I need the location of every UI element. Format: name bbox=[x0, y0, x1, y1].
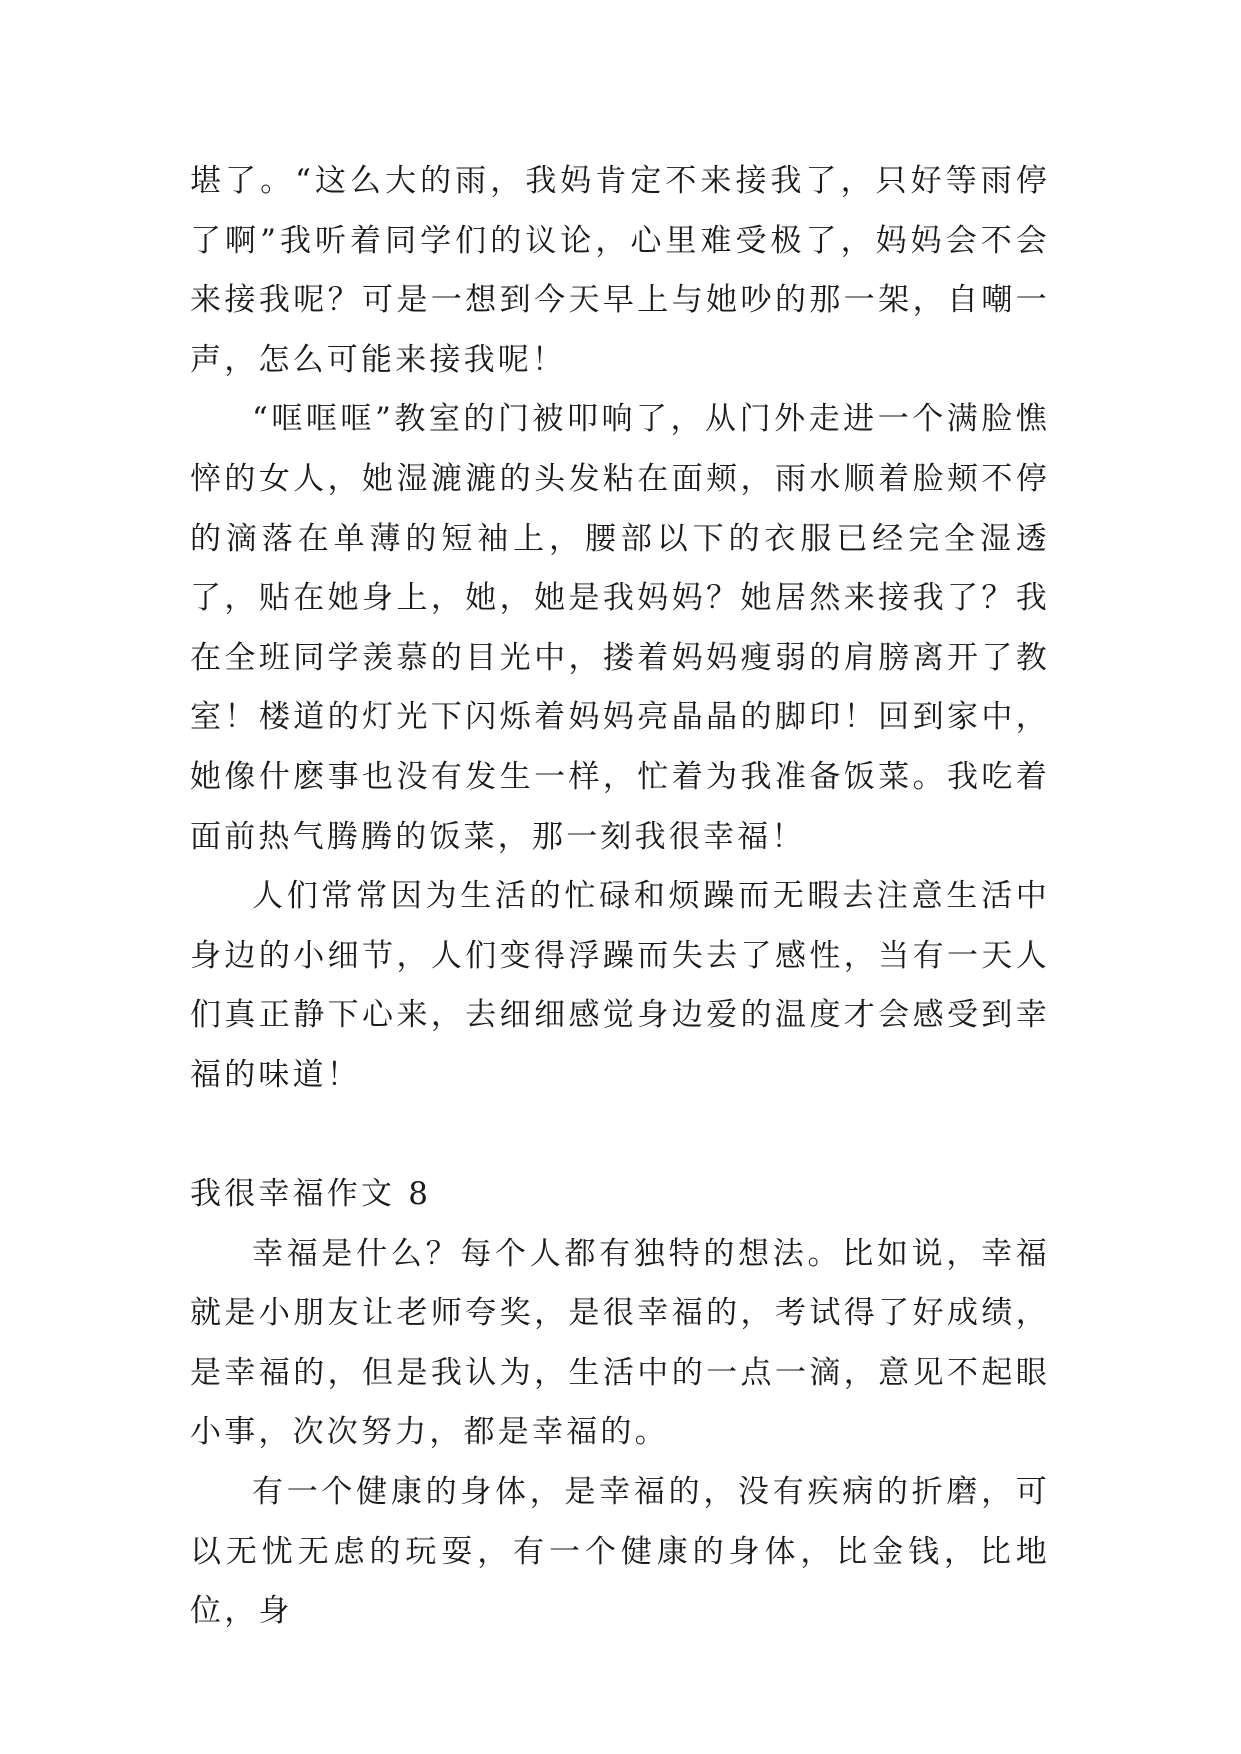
article-body bbox=[190, 152, 1050, 1642]
paragraph-what-is-happiness: 幸福是什么？每个人都有独特的想法。比如说，幸福就是小朋友让老师夸奖，是很幸福的，考试得了好成绩，是幸福的，但是我认为，生活中的一点一滴，意见不起眼小事，次次努力，都是幸福的。 bbox=[190, 1235, 1050, 1451]
paragraph-healthy-body: 有一个健康的身体，是幸福的，没有疾病的折磨，可以无忧无虑的玩耍，有一个健康的身体，比金钱，比地位，身 bbox=[190, 1474, 1050, 1630]
paragraph-mother-arrives: “哐哐哐”教室的门被叩响了，从门外走进一个满脸憔悴的女人，她湿漉漉的头发粘在面颊，雨水顺着脸颊不停的滴落在单薄的短袖上，腰部以下的衣服已经完全湿透了，贴在她身上，她，她是我妈妈？她居然来接我了？我在全班同学羡慕的目光中，搂着妈妈瘦弱的肩膀离开了教室！楼道的灯光下闪烁着妈妈亮晶晶的脚印！回到家中，她像什麽事也没有发生一样，忙着为我准备饭菜。我吃着面前热气腾腾的饭菜，那一刻我很幸福！ bbox=[190, 401, 1050, 855]
paragraph-continuation: 堪了。“这么大的雨，我妈肯定不来接我了，只好等雨停了啊”我听着同学们的议论，心里难受极了，妈妈会不会来接我呢？可是一想到今天早上与她吵的那一架，自嘲一声，怎么可能来接我呢！ bbox=[190, 163, 1050, 378]
section-heading: 我很幸福作文 8 bbox=[190, 1176, 432, 1213]
paragraph-reflection: 人们常常因为生活的忙碌和烦躁而无暇去注意生活中身边的小细节，人们变得浮躁而失去了感性，当有一天人们真正静下心来，去细细感觉身边爱的温度才会感受到幸福的味道！ bbox=[190, 878, 1050, 1093]
